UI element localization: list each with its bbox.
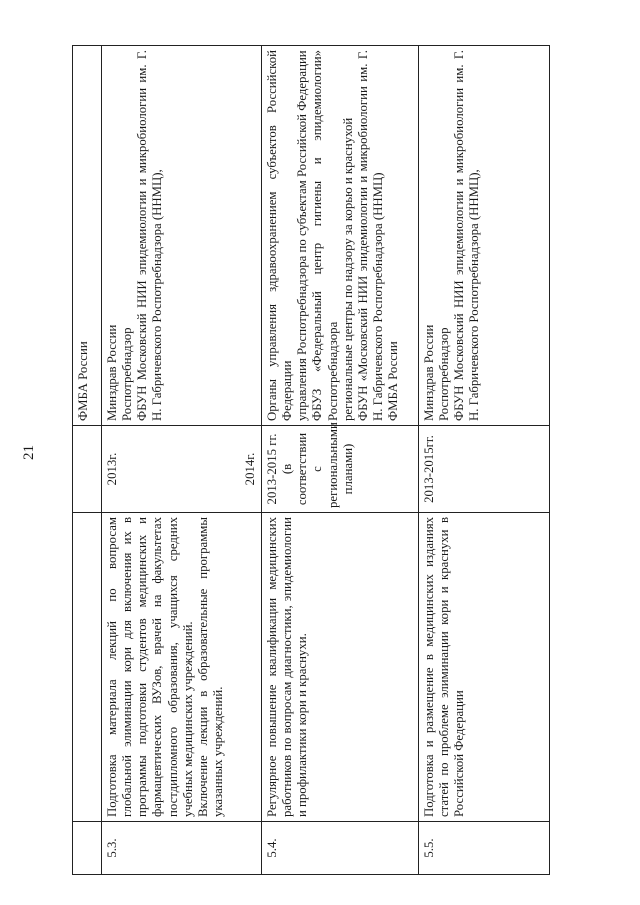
plan-table bbox=[72, 45, 550, 875]
activity-cell bbox=[419, 513, 550, 822]
term-text: 2013г. bbox=[105, 452, 120, 486]
activity-text: Подготовка материала лекций по вопросам глобальной элиминации кори для включения их в программы подготовки студентов медицинских и фармацевтических ВУЗов, врачей на факультетах постдипломного образования, учащихся средних учебных медицинских учреждений. bbox=[105, 517, 195, 817]
activity-cell bbox=[262, 513, 419, 822]
executor-line: Роспотребнадзор bbox=[120, 327, 135, 421]
table-row-5-5 bbox=[419, 46, 550, 875]
executors-cell bbox=[419, 46, 550, 426]
table-row-5-3 bbox=[102, 46, 262, 875]
executor-line: ФБУН «Московский НИИ эпидемиологии и микробиологии им. Г. Н. Габричевского Роспотребнадзора (ННМЦ) bbox=[355, 50, 385, 421]
table-row-5-4 bbox=[262, 46, 419, 875]
executor-line: ФМБА России bbox=[76, 341, 90, 421]
executor-line: ФБУН Московский НИИ эпидемиологии и микробиологии им. Г. Н. Габричевского Роспотребнадзора (ННМЦ), bbox=[452, 50, 482, 421]
item-number-cell: 5.3. bbox=[102, 822, 262, 875]
executor-line: управления Роспотребнадзора по субъектам Российской Федерации bbox=[295, 50, 310, 421]
executor-line: Минздрав России bbox=[422, 324, 437, 421]
executor-line: Роспотребнадзор bbox=[437, 327, 452, 421]
term-cell: 2013-2015гг. bbox=[419, 426, 550, 513]
term-text-secondary: 2014г. bbox=[243, 452, 258, 486]
activity-text: Включение лекции в образовательные программы указанных учреждений. bbox=[195, 517, 225, 817]
item-number-cell: 5.4. bbox=[262, 822, 419, 875]
activity-cell bbox=[73, 513, 102, 822]
item-number-cell: 5.5. bbox=[419, 822, 550, 875]
executors-cell bbox=[262, 46, 419, 426]
executor-line: Органы управления здравоохранением субъектов Российской Федерации bbox=[265, 50, 295, 421]
activity-cell bbox=[102, 513, 262, 822]
table-row-continuation bbox=[73, 46, 102, 875]
item-number-cell bbox=[73, 822, 102, 875]
executor-line: ФБУЗ «Федеральный центр гигиены и эпидемиологии» Роспотребнадзора bbox=[310, 50, 340, 421]
activity-text: Подготовка и размещение в медицинских изданиях статей по проблеме элиминации кори и краснухи в Российской Федерации bbox=[422, 517, 467, 817]
term-cell: 2013-2015 гг. (в соответствии с региональными планами) bbox=[262, 426, 419, 513]
term-cell bbox=[73, 426, 102, 513]
executor-line: региональные центры по надзору за корью и краснухой bbox=[340, 117, 355, 421]
executor-line: Минздрав России bbox=[105, 324, 120, 421]
executors-cell bbox=[73, 46, 102, 426]
term-cell bbox=[102, 426, 262, 513]
document-table bbox=[72, 45, 550, 875]
executor-line: ФМБА России bbox=[385, 341, 400, 421]
activity-text: Регулярное повышение квалификации медицинских работников по вопросам диагностики, эпидемиологии и профилактики кори и краснухи. bbox=[265, 517, 310, 817]
executors-cell bbox=[102, 46, 262, 426]
executor-line: ФБУН Московский НИИ эпидемиологии и микробиологии им. Г. Н. Габричевского Роспотребнадзора (ННМЦ), bbox=[135, 50, 165, 421]
page-number: 21 bbox=[21, 445, 37, 460]
